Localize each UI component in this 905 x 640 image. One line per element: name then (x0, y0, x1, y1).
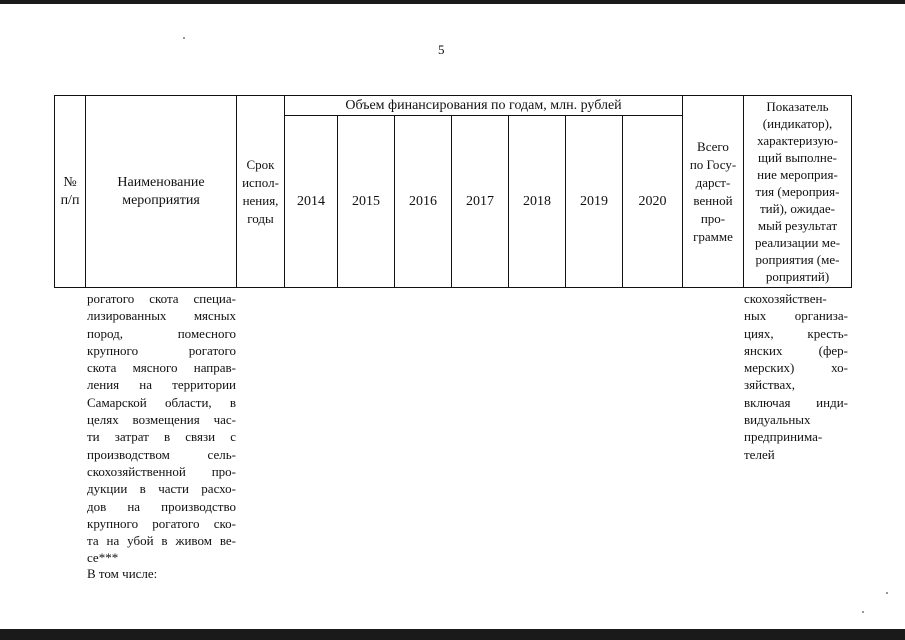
header-year-2016: 2016 (409, 193, 437, 209)
text-line: циях, кресть- (744, 325, 848, 341)
scan-speck (183, 37, 185, 39)
header-year-2014: 2014 (297, 193, 325, 209)
text-line: мерских) хо- (744, 360, 848, 376)
text-line: телей (744, 446, 775, 462)
text-line: ных организа- (744, 308, 848, 324)
text-line: скохозяйствен- (744, 291, 827, 306)
header-year-2018: 2018 (523, 193, 551, 209)
header-year-2019: 2019 (580, 193, 608, 209)
text-line: предпринима- (744, 429, 823, 445)
text-line: скота мясного направ- (87, 360, 236, 376)
text-line: видуальных (744, 412, 811, 428)
text-line: Самарской области, в (87, 394, 236, 410)
page-number: 5 (438, 42, 445, 57)
text-line: крупного рогатого (87, 342, 236, 358)
header-name: Наименование мероприятия (117, 174, 205, 208)
scan-speck (886, 592, 888, 594)
header-funding-title: Объем финансирования по годам, млн. рублей (345, 97, 622, 113)
text-line: янских (фер- (744, 342, 848, 358)
scan-speck (862, 611, 864, 613)
text-line: производством сель- (87, 446, 236, 462)
scan-edge-bottom (0, 629, 905, 640)
header-year-2015: 2015 (352, 193, 380, 209)
text-line: скохозяйственной про- (87, 463, 236, 479)
header-year-2020: 2020 (638, 193, 667, 209)
header-term: Срок испол- нения, годы (242, 156, 279, 226)
header-total: Всего по Госу- дарст- венной про- грамме (689, 138, 737, 244)
text-line: крупного рогатого ско- (87, 515, 236, 531)
text-line: рогатого скота специа- (87, 291, 236, 306)
scan-edge-top (0, 0, 905, 4)
measure-name-text (87, 290, 236, 567)
in-total-label: В том числе: (87, 566, 158, 581)
header-indicator: Показатель (индикатор), характеризую- щий выполне- ние мероприя- тия (мероприя- тий), ожидае- мый результат реализации ме- роприятия (ме- роприятий) (754, 99, 841, 284)
text-line: ления на территории (87, 377, 236, 393)
header-year-2017: 2017 (466, 193, 494, 209)
text-line: ти затрат в связи с (87, 429, 236, 445)
text-line: включая инди- (744, 394, 848, 410)
text-line: пород, помесного (87, 325, 236, 341)
text-line: зяйствах, (744, 377, 796, 393)
header-num: № п/п (60, 174, 80, 208)
indicator-text (744, 290, 848, 463)
text-line: дукции в части расхо- (87, 481, 236, 497)
text-line: лизированных мясных (87, 308, 236, 324)
text-line: дов на производство (87, 498, 236, 514)
text-line: се*** (87, 550, 119, 566)
header-table (54, 95, 852, 288)
text-line: целях возмещения час- (87, 412, 236, 428)
text-line: та на убой в живом ве- (87, 533, 236, 549)
